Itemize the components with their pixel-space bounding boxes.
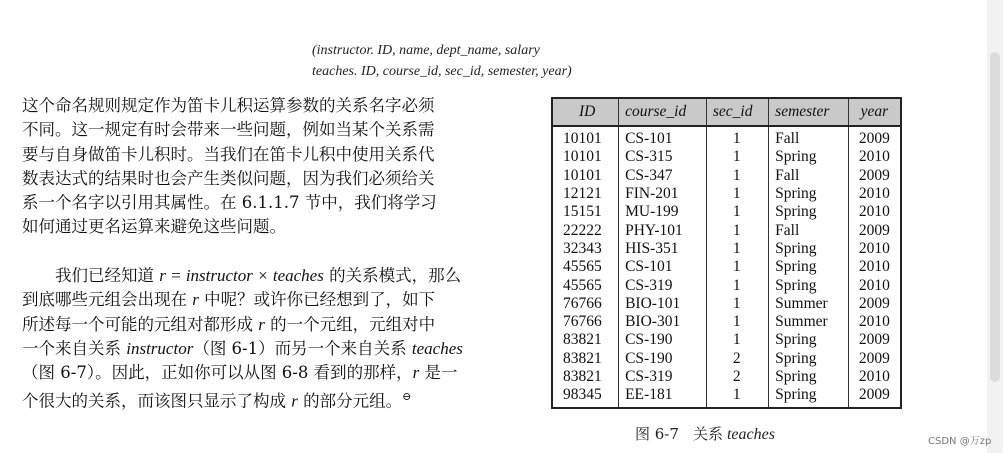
- paragraph-2: [22, 264, 534, 414]
- table-row: [552, 258, 901, 276]
- cell-sec-id: 1: [706, 221, 768, 239]
- relation-schema: [312, 40, 632, 82]
- cell-semester: Spring: [769, 203, 849, 221]
- cell-id: 32343: [563, 239, 602, 257]
- cell-sec-id: 2: [706, 350, 768, 368]
- column-header-id: ID: [552, 98, 619, 126]
- cell-id: 76766: [563, 294, 602, 312]
- cell-sec-id: 1: [706, 313, 768, 331]
- cell-year: 2009: [848, 386, 901, 408]
- cell-id: 12121: [563, 185, 602, 203]
- cell-sec-id: 1: [706, 148, 768, 166]
- cell-id: 83821: [563, 368, 602, 385]
- schema-line-1: (instructor. ID, name, dept_name, salary: [312, 43, 540, 58]
- column-header-course-id: course_id: [619, 98, 707, 126]
- cell-semester: Summer: [769, 313, 849, 331]
- cell-year: 2010: [848, 148, 901, 166]
- table-row: [552, 185, 901, 203]
- cell-course-id: CS-319: [619, 276, 707, 294]
- table-row: [552, 386, 901, 408]
- cell-sec-id: 1: [706, 331, 768, 349]
- table-row: [552, 203, 901, 221]
- cell-sec-id: 1: [706, 126, 768, 148]
- table-row: [552, 240, 901, 258]
- cell-sec-id: 1: [706, 240, 768, 258]
- cell-semester: Spring: [769, 276, 849, 294]
- cell-year: 2009: [848, 350, 901, 368]
- cell-semester: Spring: [769, 350, 849, 368]
- cell-id: 22222: [563, 221, 602, 239]
- table-row: [552, 126, 901, 148]
- cell-semester: Spring: [769, 331, 849, 349]
- paragraph-line: 如何通过更名运算来避免这些问题。: [22, 217, 286, 237]
- cell-id: 98345: [563, 386, 602, 404]
- table-row: [552, 368, 901, 386]
- relation-var: r: [192, 290, 199, 310]
- cell-id: 10101: [563, 130, 602, 148]
- relation-var: r: [291, 391, 298, 411]
- column-header-sec-id: sec_id: [706, 98, 768, 126]
- cell-year: 2009: [848, 295, 901, 313]
- cell-course-id: BIO-101: [619, 295, 707, 313]
- text-span: 到底哪些元组会出现在: [22, 290, 193, 310]
- cell-course-id: MU-199: [619, 203, 707, 221]
- cell-id: 83821: [563, 349, 602, 367]
- paragraph-line: [22, 385, 534, 414]
- column-header-year: year: [848, 98, 901, 126]
- paragraph-line: 要与自身做笛卡儿积时。当我们在笛卡儿积中使用关系代: [22, 144, 435, 164]
- caption-text: 关系: [692, 425, 723, 443]
- text-span: 是一: [419, 363, 458, 383]
- cell-course-id: EE-181: [619, 386, 707, 408]
- cell-semester: Spring: [769, 258, 849, 276]
- table-row: [552, 276, 901, 294]
- text-span: 的部分元组。: [297, 391, 403, 411]
- paragraph-line: [22, 361, 534, 385]
- cell-semester: Summer: [769, 295, 849, 313]
- cell-semester: Fall: [769, 167, 849, 185]
- table-row: [552, 350, 901, 368]
- cell-sec-id: 2: [706, 368, 768, 386]
- cell-course-id: CS-319: [619, 368, 707, 386]
- paragraph-line: [22, 288, 534, 312]
- footnote-marker: ⊖: [402, 390, 412, 404]
- cell-course-id: CS-101: [619, 126, 707, 148]
- cell-course-id: FIN-201: [619, 185, 707, 203]
- cell-year: 2010: [848, 203, 901, 221]
- cell-year: 2009: [848, 126, 901, 148]
- cell-year: 2010: [848, 185, 901, 203]
- cell-course-id: HIS-351: [619, 240, 707, 258]
- paragraph-line: 数表达式的结果时也会产生类似问题，因为我们必须给关: [22, 168, 435, 188]
- table-row: [552, 331, 901, 349]
- cell-sec-id: 1: [706, 167, 768, 185]
- cell-semester: Fall: [769, 221, 849, 239]
- table-row: [552, 295, 901, 313]
- caption-relation-name: teaches: [726, 426, 775, 443]
- cell-semester: Spring: [769, 185, 849, 203]
- cell-semester: Fall: [769, 126, 849, 148]
- schema-line-2: teaches. ID, course_id, sec_id, semester, year): [312, 64, 572, 79]
- cell-year: 2010: [848, 276, 901, 294]
- relation-var: r: [412, 363, 420, 383]
- cell-sec-id: 1: [706, 203, 768, 221]
- cell-id: 45565: [563, 258, 602, 276]
- paragraph-line: [22, 313, 534, 337]
- text-span: 一个来自关系: [22, 338, 127, 358]
- table-body: [552, 126, 901, 408]
- cell-sec-id: 1: [706, 295, 768, 313]
- text-span: 我们已经知道: [55, 266, 160, 285]
- cell-course-id: CS-190: [619, 350, 707, 368]
- paragraph-line: 不同。这一规定有时会带来一些问题，例如当某个关系需: [22, 120, 435, 140]
- figure-caption: [635, 423, 775, 444]
- cell-id: 76766: [563, 313, 602, 331]
- cell-year: 2009: [848, 331, 901, 349]
- table-row: [552, 148, 901, 166]
- cell-course-id: CS-347: [619, 167, 707, 185]
- text-span: 中呢？或许你已经想到了，如下: [198, 290, 436, 310]
- table-row: [552, 167, 901, 185]
- relation-var: r: [258, 314, 265, 334]
- text-span: （图 6-1）而另一个来自关系: [193, 338, 412, 358]
- cell-course-id: CS-315: [619, 148, 707, 166]
- cell-sec-id: 1: [706, 276, 768, 294]
- cell-id: 45565: [563, 276, 602, 294]
- cell-id: 10101: [563, 148, 602, 166]
- cell-sec-id: 1: [706, 185, 768, 203]
- column-header-semester: semester: [769, 98, 849, 126]
- cell-semester: Spring: [769, 240, 849, 258]
- cell-semester: Spring: [769, 386, 849, 408]
- table-header-row: [552, 98, 901, 126]
- cell-sec-id: 1: [706, 386, 768, 408]
- cell-course-id: PHY-101: [619, 221, 707, 239]
- text-span: 个很大的关系，而该图只显示了构成: [22, 391, 292, 411]
- teaches-table: [551, 97, 902, 409]
- text-span: 的一个元组，元组对中: [264, 314, 436, 334]
- cell-year: 2009: [848, 221, 901, 239]
- cell-semester: Spring: [769, 368, 849, 386]
- cell-year: 2010: [848, 313, 901, 331]
- cell-id: 10101: [563, 166, 602, 184]
- paragraph-line: [22, 264, 534, 288]
- text-span: （图 6-7）。因此，正如你可以从图 6-8 看到的那样，: [22, 363, 413, 383]
- text-span: 所述每一个可能的元组对都形成: [22, 314, 259, 334]
- table-row: [552, 313, 901, 331]
- formula: r = instructor × teaches: [159, 266, 324, 285]
- cell-year: 2009: [848, 167, 901, 185]
- cell-id: 15151: [563, 203, 602, 221]
- cell-sec-id: 1: [706, 258, 768, 276]
- cell-course-id: CS-190: [619, 331, 707, 349]
- cell-course-id: BIO-301: [619, 313, 707, 331]
- cell-year: 2010: [848, 368, 901, 386]
- watermark: CSDN @万zp: [928, 436, 992, 447]
- paragraph-line: 这个命名规则规定作为笛卡儿积运算参数的关系名字必须: [22, 96, 435, 115]
- text-span: 的关系模式，那么: [323, 266, 462, 285]
- cell-year: 2010: [848, 240, 901, 258]
- cell-id: 83821: [563, 331, 602, 349]
- cell-semester: Spring: [769, 148, 849, 166]
- paragraph-line: [22, 337, 534, 361]
- figure-number: 图 6-7: [635, 425, 679, 443]
- relation-name: teaches: [411, 338, 463, 358]
- paragraph-line: 系一个名字以引用其属性。在 6.1.1.7 节中，我们将学习: [22, 193, 437, 213]
- table-row: [552, 221, 901, 239]
- cell-course-id: CS-101: [619, 258, 707, 276]
- cell-year: 2010: [848, 258, 901, 276]
- paragraph-1: [22, 94, 534, 240]
- scrollbar-thumb[interactable]: [990, 52, 1000, 382]
- relation-name: instructor: [126, 338, 194, 358]
